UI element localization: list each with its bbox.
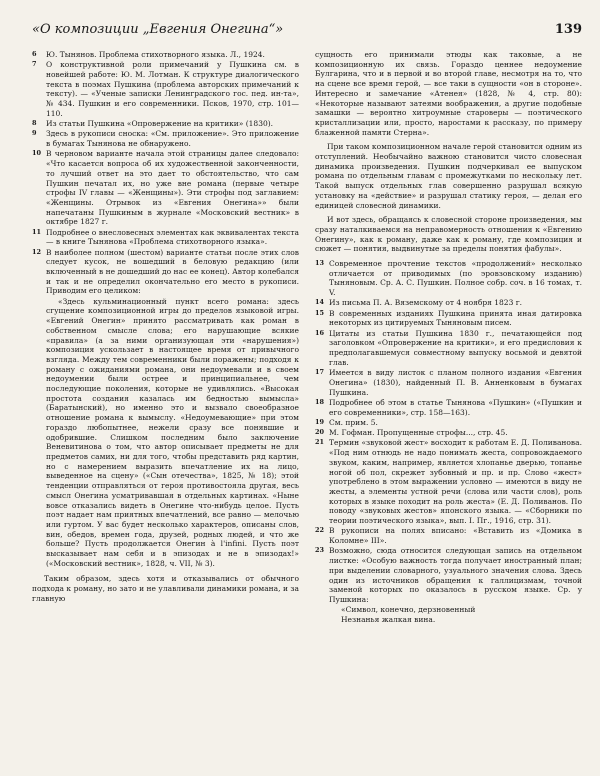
footnote: 8 Из статьи Пушкина «Опровержение на критики» (1830). (32, 119, 274, 129)
footnote: 13 Современное прочтение текстов «продолжений» несколько отличается от приводимых (по эровзовскому изданию) Тыняновым. Ср. А. С. Пушкин. Полное собр. соч. в 16 томах, т. V. (315, 259, 582, 298)
footnote: 11 Подробнее о внесловесных элементах как эквивалентах текста — в книге Тынянова «Проблема стихотворного языка». (32, 227, 299, 247)
right-column (315, 50, 582, 625)
body-paragraph: И вот здесь, обращаясь к словесной стороне произведения, мы сразу наталкиваемся на неправомерность отношения к «Евгению Онегину», как к роману, даже как к роману, где композиция и сюжет — понятия, выдвинутые за пределы понятия фабулы». (315, 215, 582, 254)
footnote: 17 Имеется в виду листок с планом полного издания «Евгения Онегина» (1830), найденный П. В. Анненковым в бумагах Пушкина. (315, 368, 582, 397)
footnote: 18 Подробнее об этом в статье Тынянова «Пушкин» («Пушкин и его современники», стр. 158—163). (315, 397, 582, 417)
footnote: 15 В современных изданиях Пушкина принята иная датировка некоторых из цитируемых Тыняновым писем. (315, 308, 582, 328)
footnote: 19 См. прим. 5. (315, 417, 378, 427)
footnote: 7 О конструктивной роли примечаний у Пушкина см. в новейшей работе: Ю. М. Лотман. К структуре диалогического текста в поэмах Пушкина (проблема авторских примечаний к тексту). — «Ученые записки Ленинградского гос. пед. ин-та», № 434. Пушкин и его современники. Псков, 1970, стр. 101—110. (32, 60, 299, 118)
footnote: 12 В наиболее полном (шестом) варианте статьи после этих слов следует кусок, не вошедший в беловую редакцию (или включенный в не дошедший до нас ее конец). Автор колебался и так и не определил окончательно его место в рукописи. Приводим его целиком: (32, 247, 299, 296)
footnote: 22 В рукописи на полях вписано: «Вставить из «Домика в Коломне» III». (315, 526, 582, 546)
footnote: 21 Термин «звуковой жест» восходит к работам Е. Д. Поливанова. «Под ним отнюдь не надо понимать жеста, сопровождаемого звуком, каким, например, является хлопанье дверью, топанье ногой об пол, скрежет зубовный и пр. и пр. Слово «жест» употреблено в этом выражении условно — имеются в виду не жесты, а элементы устной речи (слова или части слов), роль которых в языке походит на роль жеста» (Е. Д. Поливанов. По поводу «звуковых жестов» японского языка. — «Сборники по теории поэтического языка», вып. I. Пг., 1916, стр. 31). (315, 438, 583, 526)
body-paragraph: сущность его принимали этюды как таковые, а не композиционную их связь. Гораздо ценнее недоумение Булгарина, что и в первой и во второй главе, несмотря на то, что на сцене все время герой, — все таки в сущности «он в стороне». Интересно и замечание «Атенея» (1828, № 4, стр. 80): «Некоторые называют затеями воображения, а другие подобные замашки — вероятно хитроумные староверы — поэтического кристаллизации или, просто, наростами к рассказу, по примеру блаженной памяти Стерна». (315, 50, 582, 137)
verse-line: «Символ, конечно, дерзновенный (341, 605, 476, 615)
footnote: 14 Из письма П. А. Вяземскому от 4 ноября 1823 г. (315, 298, 523, 308)
verse-line: Незнанья жалкая вина. (341, 614, 436, 624)
running-title: «О композиции „Евгения Онегина“» (32, 22, 284, 37)
body-paragraph: Таким образом, здесь хотя и отказывались от обычного подхода к роману, но зато и не улавливали динамики романа, и за главную (32, 574, 299, 603)
left-column (32, 50, 299, 625)
page-header (32, 22, 582, 44)
footnote: 23 Возможно, сюда относится следующая запись на отдельном листке: «Особую важность тогда получает иностранный план; при выделении словарного, узуального значения слова. Здесь один из источников обращения к галлицизмам, точной заменой которых по оказалось в русском языке. Ср. у Пушкина: (315, 546, 582, 604)
footnote: 10 В черновом варианте начала этой страницы далее следовало: «Что касается вопроса об их художественной законченности, то лучший ответ на это дает то обстоятельство, что сам Пушкин печатал их, но уже вне романа (первые четыре строфы IV главы — «Женщины»). Эти строфы под заглавием: «Женщины. Отрывок из «Евгения Онегина»» были напечатаны Пушкиным в журнале «Московский вестник» в октябре 1827 г. (32, 149, 299, 227)
page-number: 139 (554, 22, 582, 37)
footnote: 9 Здесь в рукописи сноска: «См. приложение». Это приложение в бумагах Тынянова не обнаружено. (32, 129, 299, 149)
footnote: 16 Цитаты из статьи Пушкина 1830 г., печатающейся под заголовком «Опровержение на критики», и его предисловия к предполагавшемуся совместному выпуску восьмой и девятой глав. (315, 328, 582, 367)
footnote-quote: «Здесь кульминационный пункт всего романа: здесь сгущение композиционной игры до пределов языковой игры. «Евгений Онегин» принято рассматривать как роман в собственном смысле слова; его нарушающие всякие «правила» (а за ними организующая эти «нарушения») композиция ускользает в настоящее время от привычного взгляда. Между тем современники были поражены; подходя к роману с ожиданиями романа, они недоумевали и в своем недоумении были острее и принципиальнее, чем последующие поколения, которые не удивлялись. «Высокая простота создания казалась им бедностью вымысла» (Баратынский), но именно это и вызвало своеобразное отношение романа к вымыслу. «Недоумевающие» при этом гораздо любопытнее, нежели сразу все понявшие и одобрившие. Слишком последним было заключение Веневитинова о том, что автор описывает предметы не для предметов самих, ни для того, чтобы представить ряд картин, но с намерением выразить впечатление их на лицо, выведенное на сцену» («Сын отечества», 1825, № 18); этой тенденции отправляться от героя противостояла другая, весь смысл Онегина усматривавшая в отдельных картинах. «Ныне вовсе отказались видеть в Онегине что-нибудь целое. Пусть поэт надает нам приятных впечатлений, все равно — мелочью или гуртом. У вас будет несколько характеров, описаны слов, вин, обедов, времен года, друзей, родных людей, и что же больше? Пусть продолжается Онегин à l'infini. Пусть поэт высказывает нам себя и в эпизодах и не в эпизодах!» («Московский вестник», 1828, ч. VII, № 3). (46, 296, 299, 568)
footnote: 20 М. Гофман. Пропущенные строфы..., стр. 45. (315, 428, 508, 438)
body-paragraph: При таком композиционном начале герой становится одним из отступлений. Необычайно важною становится чисто словесная динамика произведения. Пушкин подчеркивал ее выпуском романа по отдельным главам с промежутками по нескольку лет. Такой выпуск отдельных глав совершенно разрушал всякую установку на «действие» и разрушал статику героя, — делая его единицей словесной динамики. (315, 142, 582, 210)
footnote: 6 Ю. Тынянов. Проблема стихотворного языка. Л., 1924. (32, 50, 265, 59)
